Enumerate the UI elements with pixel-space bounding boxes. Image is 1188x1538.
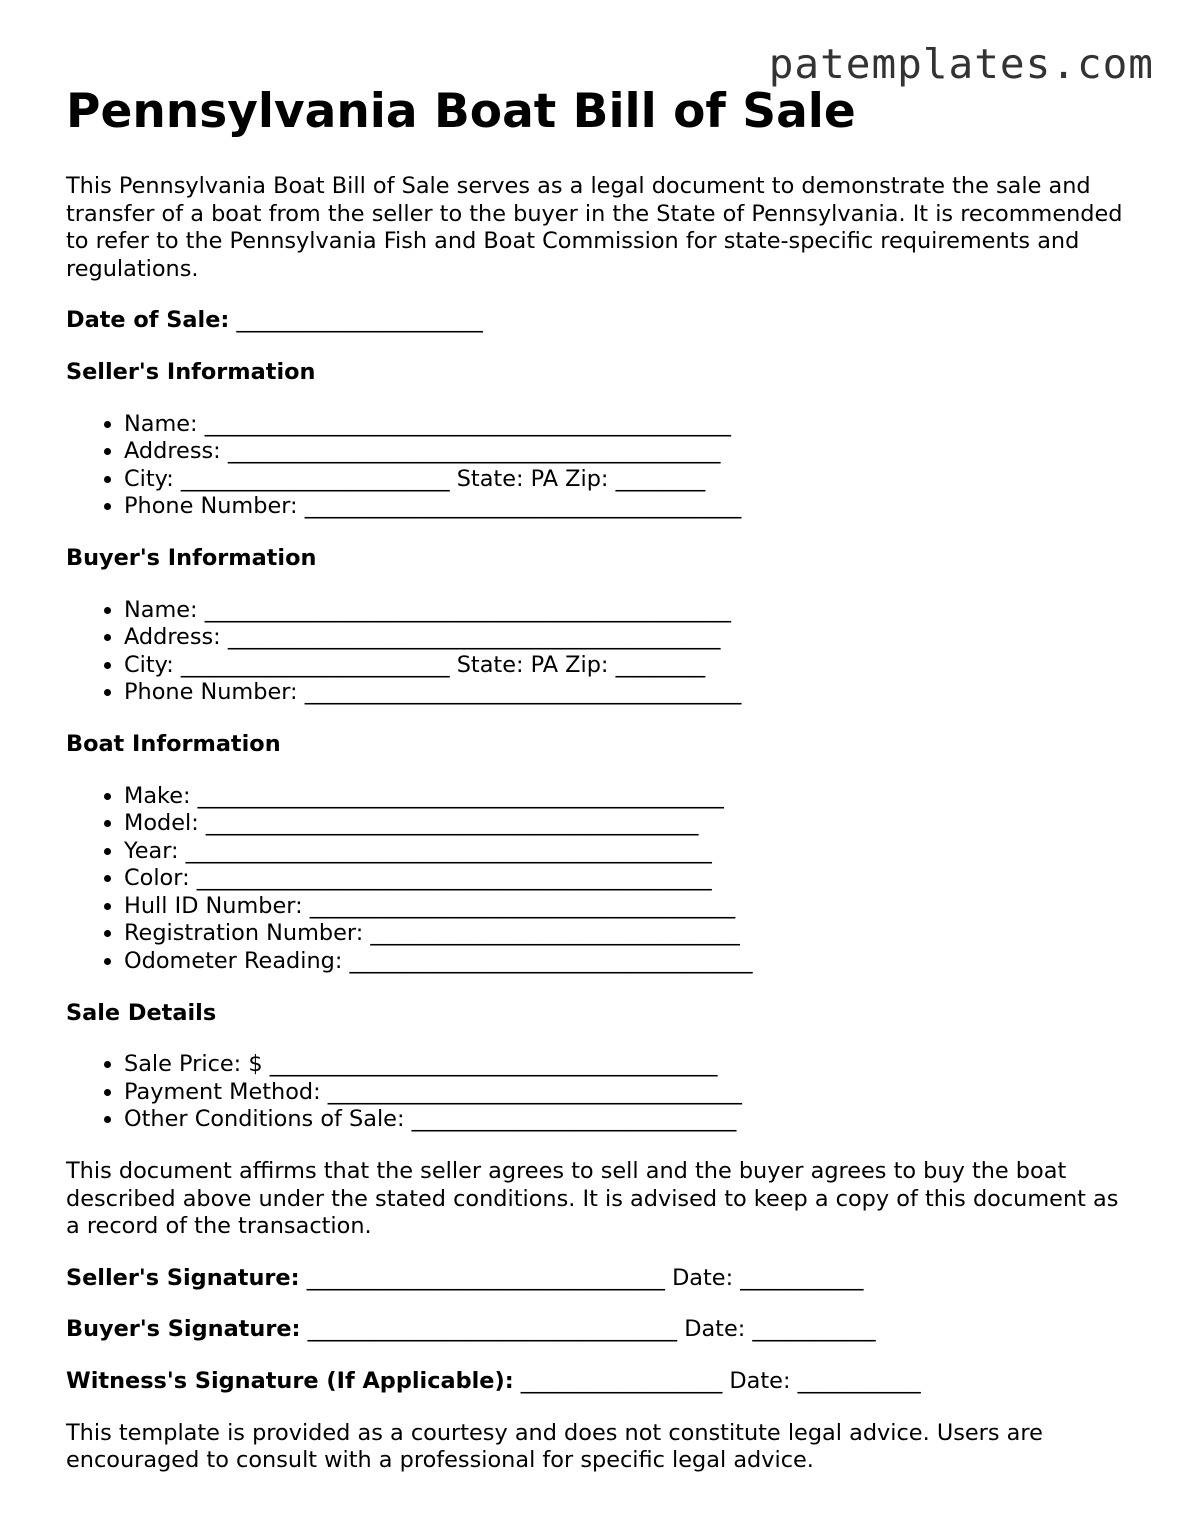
buyer-name-field: • Name: _______________________________________________ [124,597,1136,625]
watermark: patemplates.com [768,40,1154,88]
boat-make-field: • Make: _______________________________________________ [124,783,1136,811]
boat-hull-id-field: • Hull ID Number: ______________________________________ [124,893,1136,921]
payment-method-field: • Payment Method: _____________________________________ [124,1079,1136,1107]
seller-city-field: • City: ________________________ State: PA Zip: ________ [124,466,1136,494]
buyer-signature-line [66,1316,1136,1344]
boat-odometer-field: • Odometer Reading: ____________________________________ [124,948,1136,976]
date-of-sale-label: Date of Sale: [66,307,230,334]
date-of-sale-line [66,307,1136,335]
witness-signature-line [66,1368,1136,1396]
affirmation-paragraph: This document affirms that the seller agrees to sell and the buyer agrees to buy the boat described above under the stated conditions. It is advised to keep a copy of this document as a record of the transaction. [66,1158,1119,1240]
document-title: Pennsylvania Boat Bill of Sale [66,84,856,139]
other-conditions-field: • Other Conditions of Sale: _____________________________ [124,1106,1136,1134]
buyer-phone-field: • Phone Number: _______________________________________ [124,679,1136,707]
buyer-city-field: • City: ________________________ State: PA Zip: ________ [124,652,1136,680]
date-of-sale-blank: ______________________ [236,307,483,334]
seller-heading: Seller's Information [66,358,316,385]
seller-signature-blank: ________________________________ Date: ___________ [306,1264,864,1291]
seller-phone-field: • Phone Number: _______________________________________ [124,493,1136,521]
sale-price-field: • Sale Price: $ ________________________________________ [124,1051,1136,1079]
buyer-signature-label: Buyer's Signature: [66,1316,301,1343]
boat-year-field: • Year: _______________________________________________ [124,838,1136,866]
buyer-list [66,597,1136,707]
sale-list [66,1051,1136,1134]
witness-signature-blank: __________________ Date: ___________ [520,1368,921,1394]
document-body [66,84,1136,1475]
boat-registration-field: • Registration Number: _________________________________ [124,920,1136,948]
boat-list [66,783,1136,976]
sale-heading: Sale Details [66,999,217,1026]
disclaimer-paragraph: This template is provided as a courtesy and does not constitute legal advice. Users are encouraged to consult with a professional for specific legal advice. [66,1419,1043,1474]
boat-heading: Boat Information [66,730,281,757]
boat-color-field: • Color: ______________________________________________ [124,865,1136,893]
seller-signature-label: Seller's Signature: [66,1264,300,1291]
seller-address-field: • Address: ____________________________________________ [124,438,1136,466]
buyer-signature-blank: _________________________________ Date: ___________ [307,1316,876,1343]
buyer-address-field: • Address: ____________________________________________ [124,624,1136,652]
witness-signature-label: Witness's Signature (If Applicable): [66,1368,514,1394]
boat-model-field: • Model: ____________________________________________ [124,810,1136,838]
buyer-heading: Buyer's Information [66,544,317,571]
seller-name-field: • Name: _______________________________________________ [124,411,1136,439]
seller-signature-line [66,1265,1136,1293]
seller-list [66,411,1136,521]
intro-paragraph: This Pennsylvania Boat Bill of Sale serves as a legal document to demonstrate the sale and transfer of a boat from the seller to the buyer in the State of Pennsylvania. It is recommended to refer to the Pennsylvania Fish and Boat Commission for state-specific requirements and regulations. [66,173,1123,282]
